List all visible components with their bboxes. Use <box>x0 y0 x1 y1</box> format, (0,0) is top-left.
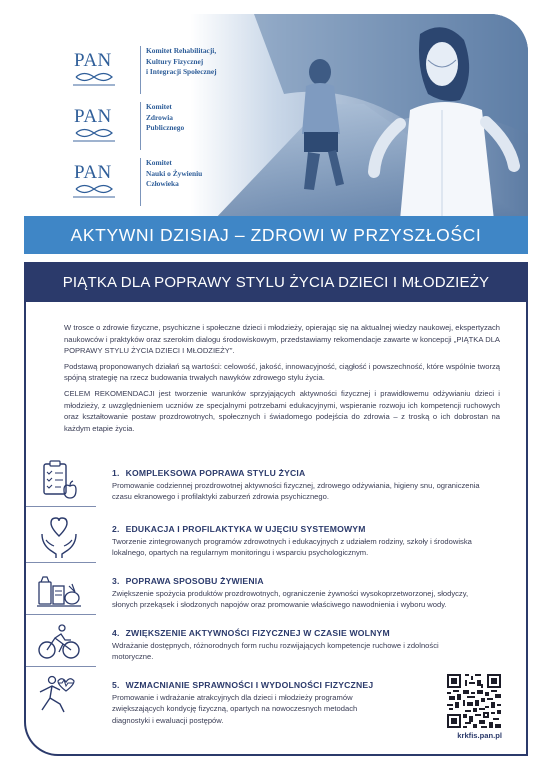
item-title: 3. POPRAWA SPOSOBU ŻYWIENIA <box>112 576 264 586</box>
hands-heart-icon <box>36 516 82 558</box>
committee-name: Komitet Zdrowia Publicznego <box>146 102 185 132</box>
item-description: Tworzenie zintegrowanych programów zdrowotnych i edukacyjnych z udziałem rodziny, szkoły i środowiska lokalnego, opartych na regularnym monitoringu i wsparciu psychologicznym. <box>112 537 472 558</box>
item-description: Zwiększenie spożycia produktów prozdrowotnych, ograniczenie żywności wysokoprzetworzonej, słodyczy, słonych przekąsek i słodzonych napojów oraz promowanie właściwego nawodnienia i wyboru wody. <box>112 589 469 610</box>
website-link[interactable]: krkfis.pan.pl <box>457 731 502 740</box>
item-description: Promowanie codziennej prozdrowotnej aktywności fizycznej, zdrowego odżywiania, higieny snu, ograniczenia czasu ekranowego i profilaktyki zaburzeń zdrowia psychicznego. <box>112 481 480 502</box>
recommendation-item <box>26 616 526 668</box>
cyclist-icon <box>36 620 82 662</box>
intro-paragraph: CELEM REKOMENDACJI jest tworzenie warunków sprzyjających aktywności fizycznej i prawidłowemu odżywianiu dzieci i młodzieży, z uwzględnieniem uczniów ze specjalnymi potrzebami edukacyjnymi, wspieranie rozwoju ich kompetencji ruchowych oraz kształtowanie postaw prozdrowotnych, społecznych i świadomego podejścia do zdrowia – z troską o ich dobrostan na każdym etapie życia. <box>64 388 500 433</box>
committee-name: Komitet Nauki o Żywieniu Człowieka <box>146 158 203 188</box>
qr-code[interactable] <box>447 674 501 728</box>
item-title: 2. EDUKACJA I PROFILAKTYKA W UJĘCIU SYSTEMOWYM <box>112 524 366 534</box>
intro-text <box>64 322 500 438</box>
secondary-banner: PIĄTKA DLA POPRAWY STYLU ŻYCIA DZIECI I MŁODZIEŻY <box>24 262 528 302</box>
pan-logo-icon <box>68 100 118 150</box>
pan-logo-icon <box>68 156 118 206</box>
pan-mark-text: PAN <box>74 50 112 71</box>
pan-mark-text: PAN <box>74 162 112 183</box>
logo-knoz <box>68 156 268 214</box>
checklist-apple-icon <box>36 460 82 502</box>
hero-photo-area <box>24 14 528 220</box>
recommendation-item <box>26 456 526 508</box>
pan-mark-text: PAN <box>74 106 112 127</box>
pan-logo-icon <box>68 44 118 94</box>
committee-name: Komitet Rehabilitacji, Kultury Fizycznej i Integracji Społecznej <box>146 46 217 76</box>
recommendation-item <box>26 564 526 616</box>
primary-banner: AKTYWNI DZISIAJ – ZDROWI W PRZYSZŁOŚCI <box>24 216 528 254</box>
yoga-heartbeat-icon <box>36 672 82 714</box>
intro-paragraph: Podstawą proponowanych działań są wartości: celowość, jakość, innowacyjność, ciągłość i powszechność, które wspólnie tworzą spójną strategię na rzecz budowania trwałych nawyków zdrowego stylu życia. <box>64 361 500 383</box>
logo-kzp <box>68 100 268 158</box>
item-title: 4. ZWIĘKSZENIE AKTYWNOŚCI FIZYCZNEJ W CZASIE WOLNYM <box>112 628 390 638</box>
item-title: 5. WZMACNIANIE SPRAWNOŚCI I WYDOLNOŚCI FIZYCZNEJ <box>112 680 374 690</box>
intro-paragraph: W trosce o zdrowie fizyczne, psychiczne i społeczne dzieci i młodzieży, opierając się na aktualnej wiedzy naukowej, ekspertyzach naukowców i praktyków oraz szerokim dialogu środowiskowym, przedstawiamy rekomendacje zawarte w koncepcji „PIĄTKA DLA POPRAWY STYLU ŻYCIA DZIECI I MŁODZIEŻY”. <box>64 323 500 356</box>
item-description: Promowanie i wdrażanie atrakcyjnych dla dzieci i młodzieży programów zwiększających kondycję fizyczną, opartych na nowoczesnych metodach diagnostyki i ewaluacji postępów. <box>112 693 358 725</box>
logo-krkfis <box>68 44 268 102</box>
item-title: 1. KOMPLEKSOWA POPRAWA STYLU ŻYCIA <box>112 468 306 478</box>
recommendation-item <box>26 512 526 564</box>
item-description: Wdrażanie dostępnych, różnorodnych form ruchu rozwijających kompetencje ruchowe i zdolności motoryczne. <box>112 641 439 662</box>
groceries-icon <box>36 568 82 610</box>
